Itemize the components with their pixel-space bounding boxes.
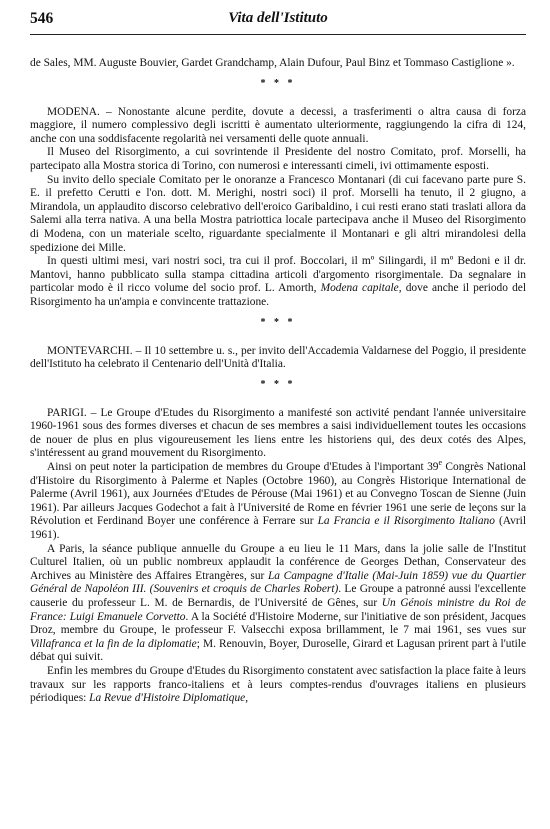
parigi-paragraph-1: PARIGI. – Le Groupe d'Etudes du Risorgimento a manifesté son activité pendant l'année universitaire 1960-1961 sous des formes diverses et chacun de ses membres a saisi individuellement toutes les occasions de nouer de plus en plus vigoureusement les liens entre les historiens qui, des deux cotés des Alpes, s'intéressent au grand mouvement du Risorgimento. <box>30 406 526 460</box>
genois-ministre-title: Un Génois ministre du Roi de France: Luigi Emanuele Corvetto <box>30 597 526 623</box>
campagne-italie-title: La Campagne d'Italie (Mai-Juin 1859) vue du Quartier Général de Napoléon III. (Souvenirs et croquis de Charles Robert) <box>30 569 526 596</box>
modena-paragraph-1: MODENA. – Nonostante alcune perdite, dovute a decessi, a trasferimenti o altra causa di forza maggiore, il numero complessivo degli iscritti è aumentato ulteriormente, raggiungendo la cifra di 124, anche con una soddisfacente regolarità nei versamenti delle quote annuali. <box>30 105 526 145</box>
modena-paragraph-3: Su invito dello speciale Comitato per le onoranze a Francesco Montanari (di cui facevano parte pure S. E. il prefetto Cerutti e l'on. dott. M. Merighi, nostri soci) il prof. Morselli ha tenuto, il 2 giugno, a Mirandola, un applaudito discorso celebrativo dell'eroico Garibaldino, i cui resti erano stati traslati allora da Salemi alla terra nativa. A una bella Mostra patriottica locale partecipava anche il Museo del Risorgimento di Modena, con un materiale scelto, riguardante specialmente il Montanari e gli altri mirandolesi della spedizione dei Mille. <box>30 173 526 254</box>
section-separator: * * * <box>260 316 296 328</box>
header-rule <box>30 34 526 35</box>
parigi-p3-text-a: A Paris, la séance publique annuelle du Groupe a eu lieu le 11 Mars, dans la jolie salle de l'Institut Culturel Italien, où un public nombreux applaudit la conférence de Georges Dethan, Conservateur des Archives au Ministère des Affaires Etrangères, sur <box>30 542 526 582</box>
section-separator: * * * <box>260 77 296 89</box>
parigi-paragraph-3 <box>30 543 526 665</box>
section-separator: * * * <box>260 378 296 390</box>
modena-paragraph-4 <box>30 255 526 309</box>
modena-paragraph-2: Il Museo del Risorgimento, a cui sovrintende il Presidente del nostro Comitato, prof. Morselli, ha partecipato alla Mostra storica di Torino, con numerosi e interessanti cimeli, ivi ottimamente esposti. <box>30 146 526 172</box>
montevarchi-paragraph: MONTEVARCHI. – Il 10 settembre u. s., per invito dell'Accademia Valdarnese del Poggio, il presidente dell'Istituto ha celebrato il Centenario dell'Unità d'Italia. <box>30 344 526 371</box>
modena-p4-text-a: In questi ultimi mesi, vari nostri soci, tra cui il prof. Boccolari, il mº Silingardi, il mº Bedoni e il dr. Mantovi, hanno pubblicato sulla stampa cittadina articoli d'argomento risorgimentale. Da segnalare in particolar modo è il ricco volume del socio prof. L. Amorth, <box>30 255 526 295</box>
parigi-p3-text-b: . Le Groupe a patronné aussi l'excellente causerie du professeur L. M. de Bernardis, de l'Université de Gênes, sur <box>30 583 526 609</box>
ordinal-superscript: e <box>438 458 443 468</box>
modena-p4-text-b: , dove anche il periodo del Risorgimento ha un'ampia e convincente trattazione. <box>30 282 526 308</box>
parigi-p4-text-a: Enfin les membres du Groupe d'Etudes du Risorgimento constatent avec satisfaction la place faite à leurs travaux sur les rapports franco-italiens et à leurs comptes-rendus d'ouvrages italiens en plusieurs périodiques: <box>30 664 526 705</box>
modena-capitale-title: Modena capitale <box>320 282 399 295</box>
parigi-p3-text-d: ; M. Renouvin, Boyer, Duroselle, Girard et Lagusan prirent part à l'utile débat qui suivit. <box>30 637 526 664</box>
continued-paragraph: de Sales, MM. Auguste Bouvier, Gardet Grandchamp, Alain Dufour, Paul Binz et Tommaso Castiglione ». <box>30 57 515 69</box>
page-header <box>30 10 526 34</box>
parigi-p2-text-b: Congrès National d'Histoire du Risorgimento à Palerme et Naples (Octobre 1960), au Congrès Historique International de Palerme (Avril 1961), aux Journées d'Etudes de Pérouse (Mai 1961) et au Convegno Toscan de Sienne (Juin 1961). Par ailleurs Jacques Godechot a fait à l'Université de Rome en février 1961 une serie de leçons sur la Révolution et Ferdinand Boyer une conférence à Ferrare sur <box>30 461 526 528</box>
parigi-p2-text-c: (Avril 1961). <box>30 515 526 542</box>
parigi-paragraph-4 <box>30 665 526 706</box>
parigi-p4-text-b: , <box>245 692 249 705</box>
revue-histoire-title: La Revue d'Histoire Diplomatique <box>89 692 246 705</box>
parigi-paragraph-2 <box>30 458 526 543</box>
villafranca-title: Villafranca et la fin de la diplomatie <box>30 637 197 650</box>
francia-risorgimento-title: La Francia e il Risorgimento Italiano <box>317 515 495 528</box>
page-body <box>30 57 526 706</box>
running-title: Vita dell'Istituto <box>228 10 328 26</box>
page-number: 546 <box>30 10 54 27</box>
parigi-p2-text-a: Ainsi on peut noter la participation de membres du Groupe d'Etudes à l'important 39 <box>47 461 439 474</box>
parigi-p3-text-c: . A la Société d'Histoire Moderne, sur l'initiative de son président, Jacques Droz, membre du Groupe, le professeur F. Valsecchi exposa brillamment, le 7 mai 1961, ses vues sur <box>30 610 526 637</box>
